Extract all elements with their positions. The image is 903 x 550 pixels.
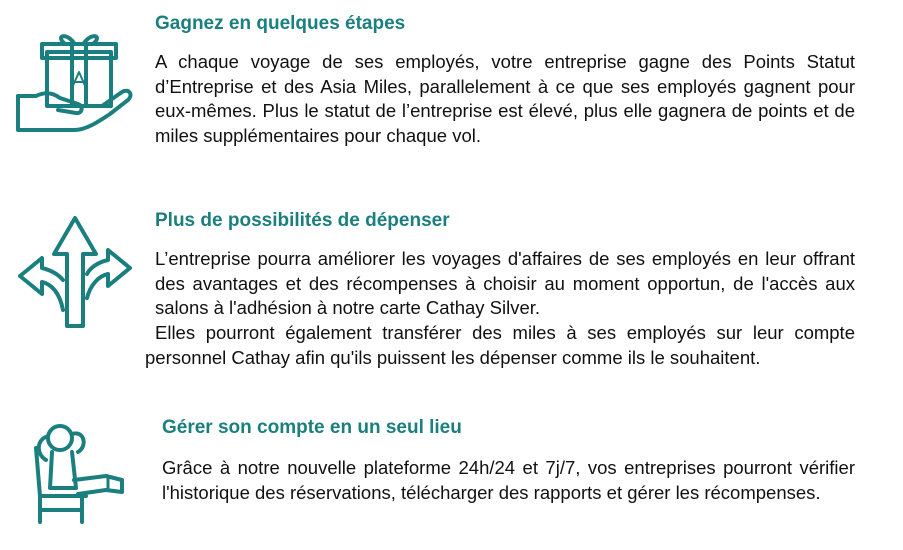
section-paragraph: A chaque voyage de ses employés, votre entreprise gagne des Points Statut d’Entreprise et des Asia Miles, parallelement à ce que ses employés gagnent pour eux-mêmes. Plus le statut de l’entreprise est élevé, plus elle gagnera de points et de miles supplémentaires pour chaque vol. — [155, 51, 855, 146]
section-title: Plus de possibilités de dépenser — [155, 210, 450, 231]
split-arrows-icon — [18, 214, 132, 328]
section-paragraph: Grâce à notre nouvelle plateforme 24h/24 et 7j/7, vos entreprises pourront vérifier l'historique des réservations, télécharger des rapports et gérer les récompenses. — [162, 457, 855, 503]
gift-in-hand-icon — [14, 34, 134, 136]
section-title: Gagnez en quelques étapes — [155, 13, 406, 34]
section-title: Gérer son compte en un seul lieu — [162, 417, 462, 438]
section-paragraph-2: Elles pourront également transférer des miles à ses employés sur leur compte personnel Cathay afin qu'ils puissent les dépenser comme ils le souhaitent. — [145, 322, 855, 368]
relaxing-person-icon — [26, 418, 126, 526]
section-paragraph: L’entreprise pourra améliorer les voyages d'affaires de ses employés en leur offrant des avantages et des récompenses à choisir au moment opportun, de l'accès aux salons à l'adhésion à notre carte Cathay Silver. — [155, 248, 855, 318]
